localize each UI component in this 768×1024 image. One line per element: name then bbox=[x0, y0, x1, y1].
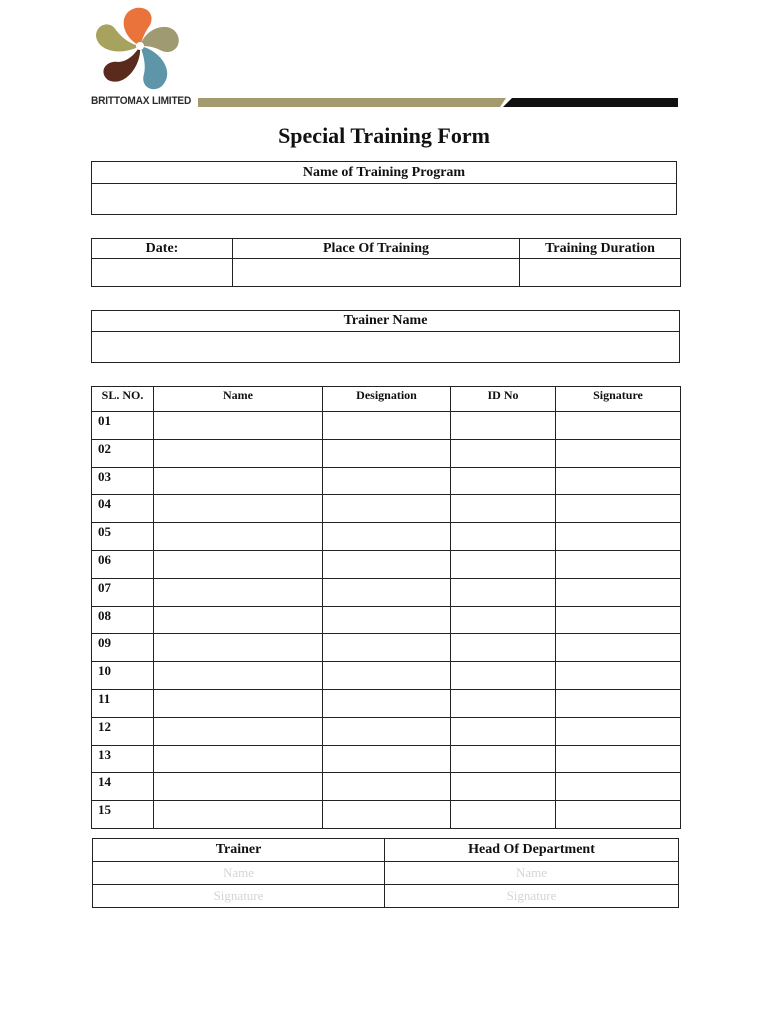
designation-cell[interactable] bbox=[323, 439, 451, 467]
id-no-cell[interactable] bbox=[451, 773, 556, 801]
designation-cell[interactable] bbox=[323, 578, 451, 606]
id-no-cell[interactable] bbox=[451, 578, 556, 606]
date-header: Date: bbox=[92, 239, 233, 259]
id-no-cell[interactable] bbox=[451, 606, 556, 634]
duration-header: Training Duration bbox=[520, 239, 681, 259]
designation-cell[interactable] bbox=[323, 467, 451, 495]
table-row bbox=[92, 773, 681, 801]
place-header: Place Of Training bbox=[233, 239, 520, 259]
name-cell[interactable] bbox=[154, 634, 323, 662]
trainer-name-header: Trainer Name bbox=[92, 311, 680, 332]
designation-cell[interactable] bbox=[323, 550, 451, 578]
logo-petal-blue bbox=[140, 46, 167, 89]
id-no-cell[interactable] bbox=[451, 801, 556, 829]
table-row bbox=[92, 745, 681, 773]
name-cell[interactable] bbox=[154, 773, 323, 801]
name-cell[interactable] bbox=[154, 745, 323, 773]
name-cell[interactable] bbox=[154, 550, 323, 578]
table-row bbox=[92, 550, 681, 578]
signature-cell[interactable] bbox=[556, 439, 681, 467]
name-header: Name bbox=[154, 387, 323, 412]
id-no-cell[interactable] bbox=[451, 467, 556, 495]
sl-no-cell: 12 bbox=[92, 717, 154, 745]
form-title: Special Training Form bbox=[278, 123, 490, 148]
designation-cell[interactable] bbox=[323, 662, 451, 690]
hod-approval-header: Head Of Department bbox=[385, 839, 679, 862]
id-no-cell[interactable] bbox=[451, 662, 556, 690]
sl-no-cell: 02 bbox=[92, 439, 154, 467]
designation-cell[interactable] bbox=[323, 717, 451, 745]
signature-cell[interactable] bbox=[556, 606, 681, 634]
duration-field[interactable] bbox=[520, 259, 681, 287]
training-program-table bbox=[91, 161, 677, 215]
signature-cell[interactable] bbox=[556, 523, 681, 551]
table-row bbox=[92, 689, 681, 717]
sl-no-cell: 14 bbox=[92, 773, 154, 801]
designation-cell[interactable] bbox=[323, 801, 451, 829]
name-cell[interactable] bbox=[154, 439, 323, 467]
id-no-cell[interactable] bbox=[451, 495, 556, 523]
signature-cell[interactable] bbox=[556, 689, 681, 717]
id-no-cell[interactable] bbox=[451, 412, 556, 440]
designation-cell[interactable] bbox=[323, 606, 451, 634]
designation-cell[interactable] bbox=[323, 412, 451, 440]
hod-signature-field[interactable]: Signature bbox=[385, 885, 679, 908]
trainer-signature-field[interactable]: Signature bbox=[93, 885, 385, 908]
sl-no-cell: 08 bbox=[92, 606, 154, 634]
training-info-table bbox=[91, 238, 681, 287]
trainer-name-field[interactable] bbox=[92, 332, 680, 363]
trainer-name-table bbox=[91, 310, 680, 363]
table-row bbox=[92, 467, 681, 495]
designation-cell[interactable] bbox=[323, 745, 451, 773]
approval-table bbox=[92, 838, 679, 908]
signature-header: Signature bbox=[556, 387, 681, 412]
name-cell[interactable] bbox=[154, 606, 323, 634]
signature-cell[interactable] bbox=[556, 578, 681, 606]
table-row bbox=[92, 801, 681, 829]
sl-no-cell: 09 bbox=[92, 634, 154, 662]
table-row bbox=[92, 634, 681, 662]
id-no-cell[interactable] bbox=[451, 717, 556, 745]
name-cell[interactable] bbox=[154, 578, 323, 606]
designation-cell[interactable] bbox=[323, 495, 451, 523]
id-no-cell[interactable] bbox=[451, 523, 556, 551]
sl-no-header: SL. NO. bbox=[92, 387, 154, 412]
sl-no-cell: 06 bbox=[92, 550, 154, 578]
sl-no-cell: 11 bbox=[92, 689, 154, 717]
date-field[interactable] bbox=[92, 259, 233, 287]
trainer-approval-header: Trainer bbox=[93, 839, 385, 862]
table-row bbox=[92, 606, 681, 634]
designation-header: Designation bbox=[323, 387, 451, 412]
designation-cell[interactable] bbox=[323, 689, 451, 717]
id-no-header: ID No bbox=[451, 387, 556, 412]
designation-cell[interactable] bbox=[323, 523, 451, 551]
signature-cell[interactable] bbox=[556, 745, 681, 773]
sl-no-cell: 07 bbox=[92, 578, 154, 606]
attendance-rows bbox=[92, 412, 681, 829]
name-cell[interactable] bbox=[154, 717, 323, 745]
place-field[interactable] bbox=[233, 259, 520, 287]
sl-no-cell: 13 bbox=[92, 745, 154, 773]
sl-no-cell: 04 bbox=[92, 495, 154, 523]
program-name-field[interactable] bbox=[92, 184, 677, 215]
sl-no-cell: 01 bbox=[92, 412, 154, 440]
signature-cell[interactable] bbox=[556, 773, 681, 801]
signature-cell[interactable] bbox=[556, 662, 681, 690]
id-no-cell[interactable] bbox=[451, 439, 556, 467]
sl-no-cell: 15 bbox=[92, 801, 154, 829]
signature-cell[interactable] bbox=[556, 412, 681, 440]
header-divider-bar bbox=[198, 98, 678, 107]
designation-cell[interactable] bbox=[323, 773, 451, 801]
table-row bbox=[92, 717, 681, 745]
signature-cell[interactable] bbox=[556, 717, 681, 745]
table-row bbox=[92, 439, 681, 467]
name-cell[interactable] bbox=[154, 801, 323, 829]
attendance-table bbox=[91, 386, 681, 829]
name-cell[interactable] bbox=[154, 467, 323, 495]
table-row bbox=[92, 495, 681, 523]
signature-cell[interactable] bbox=[556, 634, 681, 662]
sl-no-cell: 05 bbox=[92, 523, 154, 551]
name-cell[interactable] bbox=[154, 412, 323, 440]
name-cell[interactable] bbox=[154, 523, 323, 551]
name-cell[interactable] bbox=[154, 495, 323, 523]
table-row bbox=[92, 523, 681, 551]
company-name: BRITTOMAX LIMITED bbox=[91, 95, 192, 107]
table-row bbox=[92, 412, 681, 440]
designation-cell[interactable] bbox=[323, 634, 451, 662]
id-no-cell[interactable] bbox=[451, 689, 556, 717]
signature-cell[interactable] bbox=[556, 801, 681, 829]
id-no-cell[interactable] bbox=[451, 745, 556, 773]
signature-cell[interactable] bbox=[556, 495, 681, 523]
name-cell[interactable] bbox=[154, 662, 323, 690]
signature-cell[interactable] bbox=[556, 467, 681, 495]
signature-cell[interactable] bbox=[556, 550, 681, 578]
flower-logo-icon bbox=[94, 6, 186, 96]
table-row bbox=[92, 578, 681, 606]
sl-no-cell: 10 bbox=[92, 662, 154, 690]
program-header: Name of Training Program bbox=[92, 162, 677, 184]
id-no-cell[interactable] bbox=[451, 634, 556, 662]
name-cell[interactable] bbox=[154, 689, 323, 717]
trainer-name-sign-field[interactable]: Name bbox=[93, 862, 385, 885]
table-row bbox=[92, 662, 681, 690]
sl-no-cell: 03 bbox=[92, 467, 154, 495]
hod-name-sign-field[interactable]: Name bbox=[385, 862, 679, 885]
id-no-cell[interactable] bbox=[451, 550, 556, 578]
